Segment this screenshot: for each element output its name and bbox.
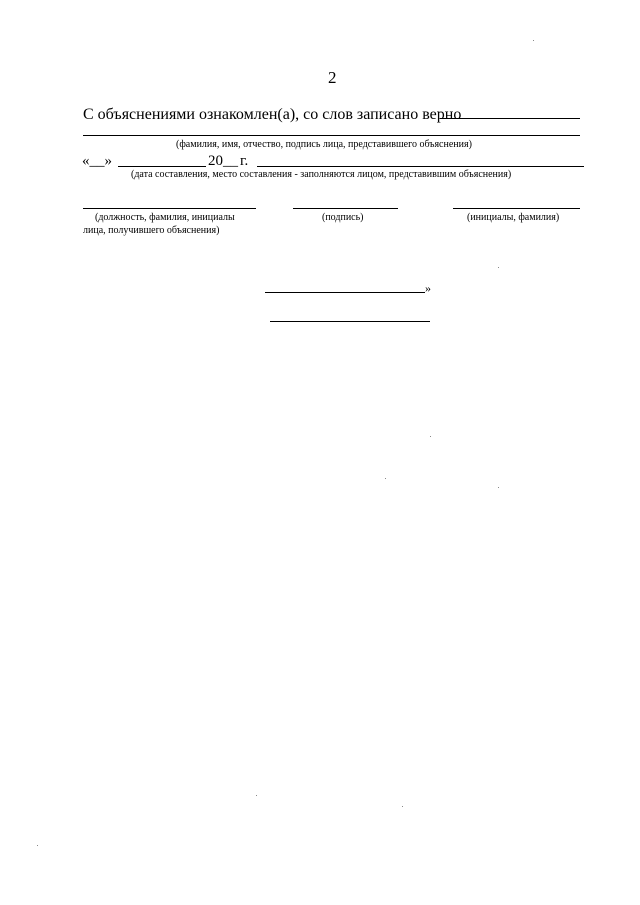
full-name-caption: (фамилия, имя, отчество, подпись лица, представившего объяснения): [176, 139, 472, 150]
date-year-suffix: г.: [240, 153, 249, 169]
position-caption-line1: (должность, фамилия, инициалы: [95, 212, 235, 223]
date-place-caption: (дата составления, место составления - заполняются лицом, представившим объяснения): [131, 169, 512, 180]
position-line: [83, 208, 256, 209]
acknowledgement-text: С объяснениями ознакомлен(а), со слов записано верно: [83, 106, 462, 123]
date-day-field: «__»: [82, 153, 112, 169]
acknowledgement-signature-line: [440, 118, 580, 119]
place-line: [257, 166, 584, 167]
closing-quote: »: [425, 281, 431, 295]
initials-line: [453, 208, 580, 209]
initials-caption: (инициалы, фамилия): [467, 212, 560, 223]
date-month-line: [118, 166, 206, 167]
scan-speck: [256, 795, 257, 796]
date-year-field: 20__: [208, 153, 238, 169]
signature-caption: (подпись): [322, 212, 364, 223]
blank-line-lower: [270, 321, 430, 322]
scan-speck: [498, 267, 499, 268]
page-number: 2: [328, 68, 337, 87]
position-caption-line2: лица, получившего объяснения): [83, 225, 220, 236]
blank-line-upper: [265, 292, 425, 293]
full-name-line: [83, 135, 580, 136]
scan-speck: [430, 436, 431, 437]
signature-line: [293, 208, 398, 209]
scan-speck: [533, 40, 534, 41]
scan-speck: [37, 845, 38, 846]
scan-speck: [498, 487, 499, 488]
scan-speck: [402, 806, 403, 807]
scan-speck: [385, 478, 386, 479]
